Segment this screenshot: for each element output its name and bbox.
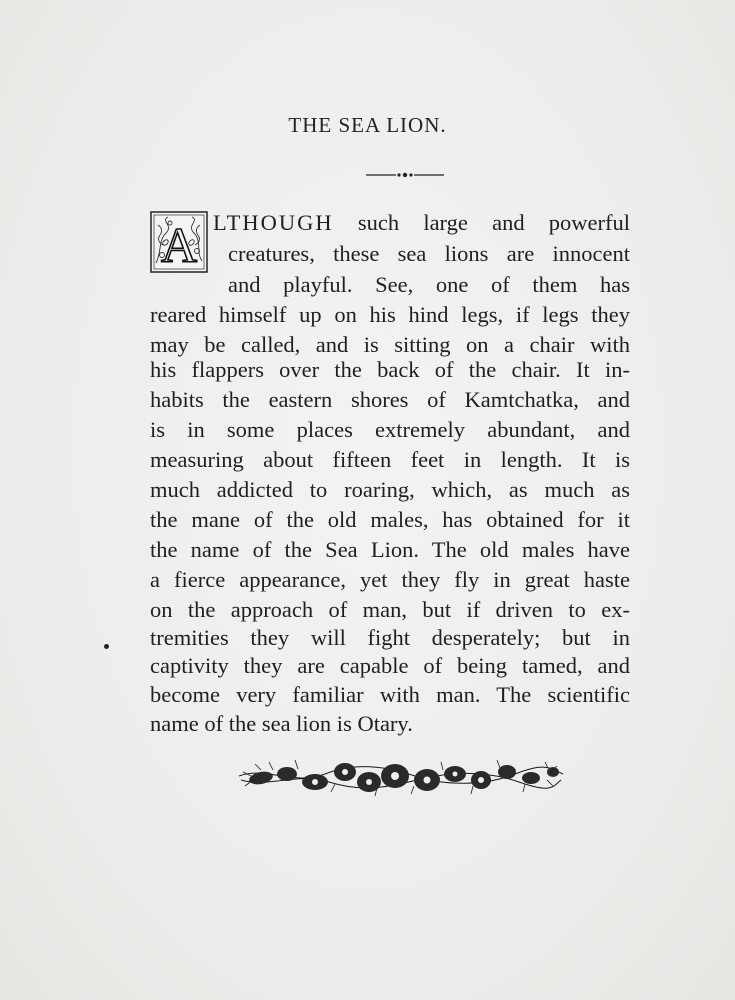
- body-line-9: measuring about fifteen feet in length. It is: [150, 447, 630, 472]
- body-line-15: tremities they will fight desperately; but in: [150, 625, 630, 650]
- body-line-3: and playful. See, one of them has: [228, 272, 630, 297]
- body-line-13: a fierce appearance, yet they fly in great haste: [150, 567, 630, 592]
- body-line-14: on the approach of man, but if driven to ex-: [150, 597, 630, 622]
- body-line-10: much addicted to roaring, which, as much as: [150, 477, 630, 502]
- body-line-8: is in some places extremely abundant, and: [150, 417, 630, 442]
- garland-tailpiece-ornament: [235, 752, 565, 802]
- body-line-4: reared himself up on his hind legs, if legs they: [150, 302, 630, 327]
- page-title: THE SEA LION.: [288, 113, 447, 137]
- title-rule-ornament: [366, 168, 444, 182]
- drop-cap-letter: A: [160, 217, 198, 273]
- body-line-17: become very familiar with man. The scientific: [150, 682, 630, 707]
- drop-cap-initial: [150, 211, 208, 273]
- body-line-12: the name of the Sea Lion. The old males have: [150, 537, 630, 562]
- body-line-18: name of the sea lion is Otary.: [150, 711, 413, 736]
- opening-word: LTHOUGH: [213, 210, 334, 235]
- body-line-7: habits the eastern shores of Kamtchatka, and: [150, 387, 630, 412]
- body-line-5: may be called, and is sitting on a chair with: [150, 332, 630, 357]
- body-line-6: his flappers over the back of the chair. It in-: [150, 357, 630, 382]
- body-line-2: creatures, these sea lions are innocent: [228, 241, 630, 266]
- body-line-1: [213, 207, 630, 238]
- body-line-16: captivity they are capable of being tamed, and: [150, 653, 630, 678]
- ink-speck: [104, 644, 109, 649]
- body-line-1-rest: such large and powerful: [333, 210, 630, 235]
- body-line-11: the mane of the old males, has obtained for it: [150, 507, 630, 532]
